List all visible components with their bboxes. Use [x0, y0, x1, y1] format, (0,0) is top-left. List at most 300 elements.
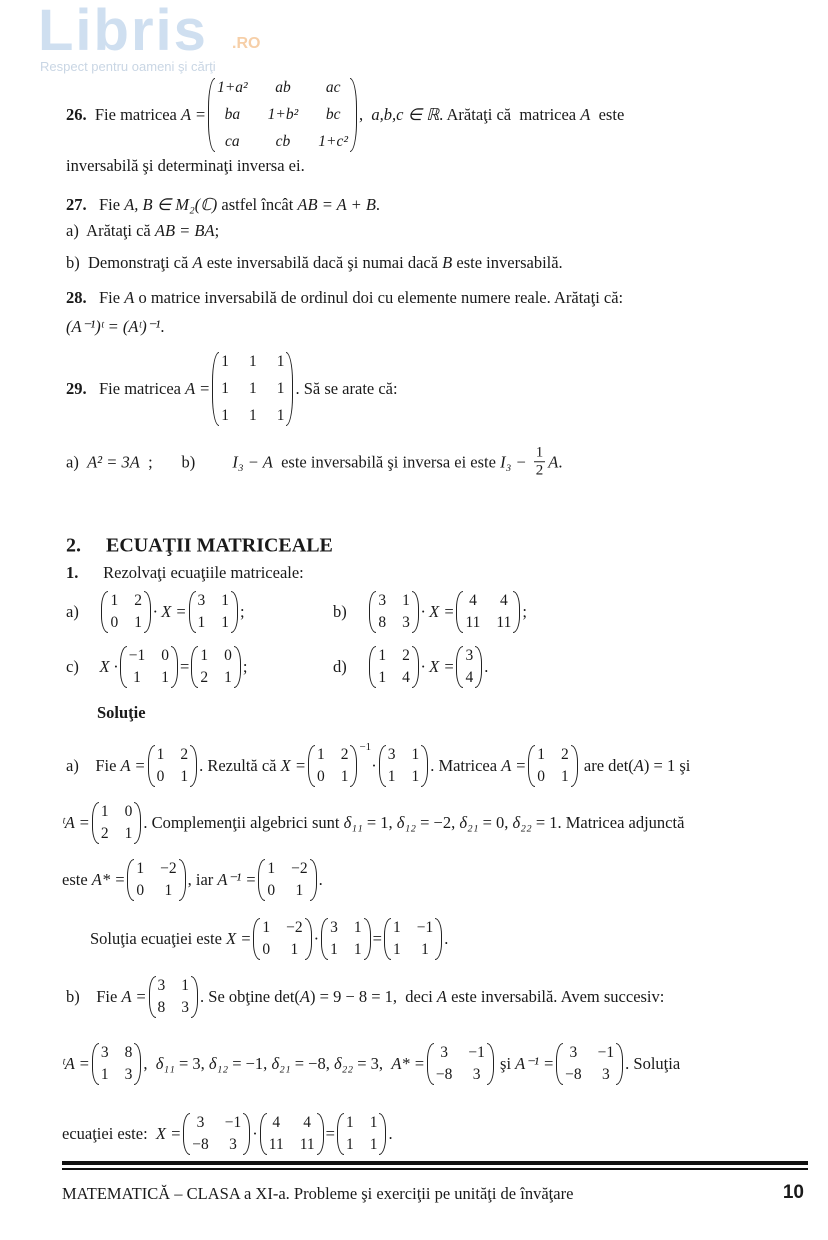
text: = −8, — [290, 1054, 334, 1073]
math-expression: (A⁻¹)ᵗ = (Aᵗ)⁻¹ — [66, 317, 161, 336]
math-expression: δ₂₂ — [512, 813, 532, 832]
matrix-cell: 1 — [537, 746, 545, 763]
text: . — [160, 317, 165, 336]
math-expression: A* = — [91, 870, 126, 889]
text: . — [484, 657, 489, 676]
matrix-cell: 1 — [156, 746, 165, 763]
matrix-cell: 2 — [134, 592, 142, 609]
matrix-cell: 1 — [392, 941, 401, 958]
math-expression: · X = — [152, 602, 187, 621]
matrix-cell: 0 — [316, 768, 325, 785]
text: ; — [240, 602, 245, 621]
matrix-cell: 1 — [248, 407, 257, 424]
matrix-group — [118, 646, 180, 688]
exercise-1-c — [66, 646, 247, 688]
matrix-cell: 8 — [378, 614, 387, 631]
matrix-cell: 1 — [200, 647, 209, 664]
matrix-group — [187, 591, 241, 633]
label-bold: 29. — [66, 379, 87, 398]
matrix-cell: −2 — [286, 919, 303, 936]
matrix-cell: 1 — [221, 614, 230, 631]
matrix-cell: −1 — [224, 1114, 242, 1131]
text: . Se obţine det( — [200, 987, 300, 1006]
text: . Să se arate că: — [295, 379, 398, 398]
text: = 3, — [353, 1054, 392, 1073]
matrix-cell: 3 — [124, 1066, 133, 1083]
matrix-cell: 3 — [196, 1114, 205, 1131]
matrix-cell: 1 — [276, 380, 285, 397]
matrix-cell: 1 — [392, 919, 401, 936]
matrix-cell: −8 — [435, 1066, 453, 1083]
solution-a-line-3 — [62, 859, 323, 901]
exercise-1-a — [66, 591, 245, 633]
matrix-cell: 11 — [299, 1136, 315, 1153]
matrix — [456, 646, 482, 688]
math-expression: A — [633, 756, 644, 775]
watermark-logo: Libris — [38, 0, 208, 63]
matrix-group — [382, 918, 444, 960]
matrix-cell: −1 — [468, 1044, 485, 1061]
matrix-cell: ba — [224, 106, 241, 123]
text: = 1, — [362, 813, 397, 832]
problem-29 — [66, 352, 398, 426]
matrix-cell: 1 — [561, 768, 569, 785]
matrix-cell: 11 — [496, 614, 512, 631]
footer-title: MATEMATICĂ – CLASA a XI-a. Probleme şi exerciţii pe unităţi de învăţare — [62, 1184, 574, 1203]
text: Fie matricea — [86, 105, 182, 124]
text: . Matricea — [430, 756, 502, 775]
matrix-cell: 0 — [124, 803, 133, 820]
text: c) — [66, 657, 100, 676]
text: o matrice inversabilă de ordinul doi cu elemente numere reale. Arătaţi că: — [134, 288, 624, 307]
matrix — [308, 745, 358, 787]
math-expression: · X = — [420, 602, 455, 621]
text: a) — [66, 452, 88, 471]
matrix-group — [306, 741, 372, 787]
problem-28-formula — [66, 317, 165, 337]
matrix-cell: 1 — [276, 407, 285, 424]
matrix-cell: −1 — [597, 1044, 615, 1061]
matrix-cell: 0 — [537, 768, 545, 785]
text: . — [558, 452, 563, 471]
matrix-cell: 3 — [181, 999, 190, 1016]
matrix — [260, 1113, 324, 1155]
matrix-cell: 4 — [500, 592, 508, 609]
text: , — [359, 105, 372, 124]
matrix-cell: 3 — [465, 647, 474, 664]
math-expression: δ₁₁ — [343, 813, 363, 832]
text: . Soluţia — [625, 1054, 681, 1073]
matrix — [191, 646, 241, 688]
matrix-cell: 1 — [161, 669, 170, 686]
matrix-cell: 3 — [402, 614, 410, 631]
matrix-cell: ac — [325, 79, 341, 96]
matrix-cell: 3 — [100, 1044, 109, 1061]
solution-a-line-1 — [66, 741, 691, 787]
text: are det( — [579, 756, 634, 775]
footer-rule-thin — [62, 1168, 808, 1170]
matrix-cell: 8 — [157, 999, 166, 1016]
matrix-cell: 1 — [402, 592, 410, 609]
matrix-cell: 1 — [197, 614, 206, 631]
text: ; b) — [139, 452, 233, 471]
text: este inversabilă şi inversa ei este — [272, 452, 501, 471]
text: este inversabilă dacă şi numai dacă — [202, 253, 443, 272]
math-expression: δ₂₁ — [459, 813, 479, 832]
matrix — [208, 78, 357, 152]
matrix-cell: 1 — [295, 882, 304, 899]
matrix-cell: 3 — [440, 1044, 449, 1061]
problem-27 — [66, 195, 380, 215]
watermark-domain: .RO — [232, 35, 261, 52]
matrix-cell: 1 — [221, 407, 229, 424]
text: a) — [66, 602, 100, 621]
matrix-cell: bc — [325, 106, 341, 123]
matrix-cell: 1 — [411, 768, 420, 785]
matrix-cell: 1 — [221, 353, 229, 370]
math-expression: A = — [121, 987, 147, 1006]
text: astfel încât — [217, 195, 298, 214]
text: . — [375, 195, 381, 214]
text: a) Arătaţi că — [66, 221, 155, 240]
matrix-cell: 0 — [156, 768, 165, 785]
matrix-cell: −2 — [160, 860, 177, 877]
math-expression: A² = 3A — [87, 452, 140, 471]
math-expression: A — [299, 987, 311, 1006]
matrix-cell: −2 — [291, 860, 308, 877]
text: şi — [495, 1054, 516, 1073]
text: = — [180, 657, 190, 676]
text: ; — [214, 221, 220, 240]
label-bold: 1. — [66, 563, 79, 582]
matrix-cell: 3 — [387, 746, 396, 763]
matrix-cell: 1 — [387, 768, 396, 785]
matrix-cell: 1 — [262, 919, 271, 936]
matrix-group — [206, 78, 359, 152]
matrix-cell: 0 — [267, 882, 276, 899]
math-expression: A — [580, 105, 591, 124]
matrix-group — [454, 646, 484, 688]
matrix-cell: 1+b² — [267, 106, 299, 123]
solution-a-line-2 — [62, 802, 684, 844]
math-expression: X = — [155, 1124, 182, 1143]
math-expression: A = — [501, 756, 527, 775]
matrix-cell: 1 — [267, 860, 276, 877]
math-expression: A — [436, 987, 448, 1006]
text: . Arătaţi că matricea — [439, 105, 581, 124]
matrix-group — [90, 802, 144, 844]
exercise-1-b — [333, 591, 527, 633]
text: . — [318, 870, 323, 889]
math-expression: δ₂₂ — [333, 1054, 354, 1073]
matrix-cell: −8 — [565, 1066, 582, 1083]
matrix-cell: 0 — [136, 882, 145, 899]
math-expression: δ₁₂ — [208, 1054, 229, 1073]
matrix-cell: 1 — [316, 746, 325, 763]
matrix — [369, 591, 419, 633]
matrix-cell: 3 — [472, 1066, 481, 1083]
matrix-cell: 4 — [469, 592, 477, 609]
math-expression: A = — [120, 756, 146, 775]
matrix-cell: 1 — [136, 860, 145, 877]
math-expression: X = — [226, 929, 252, 948]
math-expression: A — [548, 452, 559, 471]
watermark-tagline: Respect pentru oameni şi cărţi — [40, 59, 216, 74]
matrix-cell: 0 — [161, 647, 170, 664]
math-expression: AB = A + B — [297, 195, 376, 214]
text: ecuaţiei este: — [62, 1124, 156, 1143]
exercise-1 — [66, 563, 304, 583]
text: = — [372, 929, 382, 948]
matrix-group — [258, 1113, 326, 1155]
math-expression: · X = — [420, 657, 455, 676]
matrix-cell: 1 — [248, 353, 257, 370]
math-expression: A — [192, 253, 203, 272]
matrix — [92, 1043, 142, 1085]
matrix — [148, 745, 198, 787]
math-expression: X · — [99, 657, 118, 676]
math-expression: A = — [181, 105, 207, 124]
matrix — [556, 1043, 623, 1085]
matrix-cell: 1 — [345, 1136, 354, 1153]
matrix-cell: 3 — [602, 1066, 610, 1083]
matrix-cell: 1 — [345, 1114, 354, 1131]
matrix-cell: 1 — [124, 825, 133, 842]
matrix-group — [99, 591, 153, 633]
math-expression: δ₁₁ — [155, 1054, 175, 1073]
matrix-cell: 1 — [180, 768, 189, 785]
problem-28 — [66, 288, 623, 308]
matrix-cell: 1 — [100, 1066, 109, 1083]
matrix-cell: −1 — [416, 919, 434, 936]
matrix-cell: 1 — [369, 1114, 378, 1131]
matrix-cell: 11 — [465, 614, 481, 631]
matrix-group — [256, 859, 318, 901]
text: este inversabilă. — [452, 253, 563, 272]
matrix-cell: 1 — [353, 919, 362, 936]
matrix — [321, 918, 371, 960]
text: · — [371, 756, 377, 775]
matrix-cell: 2 — [402, 647, 410, 664]
text: Rezolvaţi ecuaţiile matriceale: — [78, 563, 304, 582]
text: ; — [242, 657, 248, 676]
text: = 3, — [174, 1054, 209, 1073]
text: d) — [333, 657, 368, 676]
text: ) = 1 şi — [643, 756, 691, 775]
matrix-group — [189, 646, 243, 688]
text: a) Fie — [66, 756, 121, 775]
matrix-cell: 1 — [421, 941, 429, 958]
matrix-cell: 1 — [290, 941, 299, 958]
math-expression: AB = BA — [154, 221, 215, 240]
matrix-cell: 1 — [378, 647, 387, 664]
matrix-cell: 1 — [411, 746, 420, 763]
text: . — [444, 929, 449, 948]
matrix-group — [125, 859, 187, 901]
math-expression: B — [442, 253, 453, 272]
matrix-cell: 4 — [303, 1114, 312, 1131]
math-expression: A⁻¹ = — [217, 870, 257, 889]
math-expression: A* = — [391, 1054, 425, 1073]
matrix-cell: 1+a² — [217, 79, 248, 96]
matrix-cell: 11 — [268, 1136, 284, 1153]
matrix-cell: 1 — [133, 669, 141, 686]
heading-text: 2. ECUAŢII MATRICEALE — [66, 534, 333, 557]
matrix-group — [146, 745, 200, 787]
matrix-group — [454, 591, 522, 633]
matrix-cell: 1 — [340, 768, 349, 785]
fraction-numerator: 1 — [534, 444, 546, 462]
matrix — [92, 802, 142, 844]
matrix-cell: 1 — [110, 592, 119, 609]
matrix-cell: ab — [275, 79, 291, 96]
matrix-group — [377, 745, 431, 787]
math-expression: δ₁₂ — [396, 813, 416, 832]
math-expression: A = — [185, 379, 211, 398]
matrix-cell: 2 — [100, 825, 109, 842]
math-expression: A⁻¹ = — [515, 1054, 555, 1073]
footer-rule — [62, 1161, 808, 1165]
matrix-group — [319, 918, 373, 960]
text: Fie — [86, 288, 125, 307]
matrix-cell: 1 — [221, 380, 229, 397]
matrix-group — [210, 352, 295, 426]
page-number: 10 — [782, 1182, 804, 1203]
section-heading — [66, 535, 333, 558]
matrix-cell: 3 — [197, 592, 206, 609]
text: Fie matricea — [86, 379, 186, 398]
matrix-group — [425, 1043, 496, 1085]
text: . Rezultă că — [199, 756, 281, 775]
matrix — [337, 1113, 387, 1155]
matrix — [101, 591, 151, 633]
matrix-cell: 4 — [272, 1114, 281, 1131]
matrix — [183, 1113, 250, 1155]
matrix-group — [251, 918, 313, 960]
matrix-group — [367, 591, 421, 633]
matrix-cell: 0 — [224, 647, 232, 664]
math-expression: A — [124, 288, 135, 307]
matrix-group — [181, 1113, 252, 1155]
matrix-cell: 0 — [110, 614, 119, 631]
matrix-cell: 3 — [229, 1136, 237, 1153]
matrix — [253, 918, 311, 960]
matrix — [528, 745, 578, 787]
matrix-cell: 3 — [569, 1044, 578, 1061]
fraction-denominator: 2 — [535, 462, 544, 479]
matrix-group — [335, 1113, 389, 1155]
matrix-cell: 1 — [224, 669, 232, 686]
matrix — [127, 859, 185, 901]
label-bold: Soluţie — [97, 703, 146, 722]
math-expression: A, B ∈ M₂(ℂ) — [124, 195, 218, 214]
matrix-cell: 1 — [353, 941, 362, 958]
text: Soluţia ecuaţiei este — [90, 929, 227, 948]
matrix-group — [90, 1043, 144, 1085]
exercise-1-d — [333, 646, 488, 688]
label-bold: 27. — [66, 195, 87, 214]
matrix — [149, 976, 199, 1018]
solution-a-line-4 — [90, 918, 448, 960]
matrix-cell: 1 — [369, 1136, 378, 1153]
matrix-cell: 2 — [340, 746, 349, 763]
text: , iar — [187, 870, 218, 889]
math-expression: X = — [280, 756, 306, 775]
text: . — [388, 1124, 393, 1143]
text: ) = 9 − 8 = 1, deci — [310, 987, 437, 1006]
text: b) Demonstraţi că — [66, 253, 193, 272]
fraction — [534, 444, 546, 480]
text: este — [62, 870, 92, 889]
matrix-cell: 2 — [200, 669, 209, 686]
problem-26-cont — [66, 156, 305, 176]
matrix-cell: 1 — [378, 669, 387, 686]
matrix-cell: 1 — [330, 941, 338, 958]
matrix-cell: 3 — [378, 592, 387, 609]
math-expression: ᵗA = — [62, 1054, 90, 1073]
matrix-cell: 3 — [157, 977, 166, 994]
matrix-cell: 0 — [262, 941, 271, 958]
text: b) Fie — [66, 987, 122, 1006]
matrix-cell: 1 — [276, 353, 285, 370]
matrix — [369, 646, 419, 688]
superscript: −1 — [359, 741, 372, 753]
solution-label — [97, 703, 146, 723]
matrix-group — [526, 745, 580, 787]
text: b) — [333, 602, 368, 621]
text: = — [325, 1124, 335, 1143]
matrix-group — [554, 1043, 625, 1085]
problem-26 — [66, 78, 624, 152]
matrix-cell: 1 — [181, 977, 190, 994]
text: = 1. Matricea adjunctă — [531, 813, 685, 832]
text: . Complemenţii algebrici sunt — [143, 813, 344, 832]
matrix — [427, 1043, 494, 1085]
text: inversabilă şi determinaţi inversa ei. — [66, 156, 305, 175]
math-expression: I₃ − — [500, 452, 531, 471]
text: = 0, — [478, 813, 513, 832]
problem-27-a — [66, 221, 219, 241]
matrix-cell: 4 — [402, 669, 410, 686]
text: · — [313, 929, 320, 948]
label-bold: 28. — [66, 288, 87, 307]
math-expression: a,b,c ∈ ℝ — [371, 105, 440, 124]
matrix-cell: 2 — [561, 746, 569, 763]
problem-29-parts — [66, 444, 562, 480]
matrix-group — [147, 976, 201, 1018]
matrix-cell: 8 — [124, 1044, 133, 1061]
matrix — [384, 918, 442, 960]
matrix — [120, 646, 178, 688]
matrix-cell: 1 — [248, 380, 257, 397]
solution-b-line-1 — [66, 976, 664, 1018]
math-expression: I₃ − A — [232, 452, 273, 471]
matrix-cell: 1+c² — [318, 133, 349, 150]
matrix — [189, 591, 239, 633]
label-bold: 26. — [66, 105, 87, 124]
matrix-cell: cb — [275, 133, 291, 150]
text: = −2, — [415, 813, 460, 832]
matrix-cell: 3 — [330, 919, 338, 936]
matrix — [379, 745, 429, 787]
matrix-cell: ca — [225, 133, 240, 150]
text: = −1, — [228, 1054, 272, 1073]
matrix-cell: 2 — [180, 746, 189, 763]
matrix-cell: −8 — [192, 1136, 209, 1153]
math-expression: ᵗA = — [62, 813, 90, 832]
matrix-cell: 1 — [221, 592, 230, 609]
solution-b-line-2 — [62, 1043, 680, 1085]
